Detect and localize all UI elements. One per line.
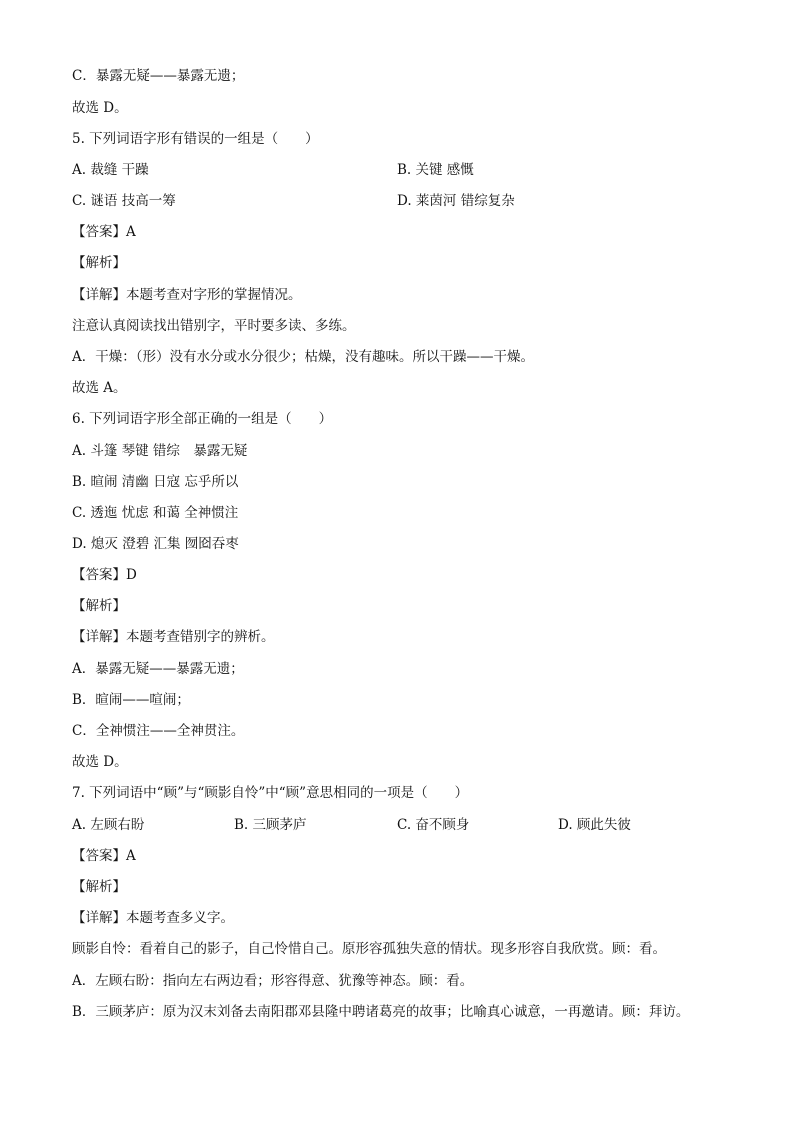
- question-5-option-c: C. 谜语 技高一筹: [72, 193, 176, 209]
- text-line: C．暴露无疑——暴露无遗；: [72, 68, 245, 84]
- answer-label: 【答案】D: [72, 567, 137, 583]
- text-line: 故选 A。: [72, 380, 127, 396]
- text-line: 故选 D。: [72, 754, 128, 770]
- text-line: 顾影自怜：看着自己的影子，自己怜惜自己。原形容孤独失意的情状。现多形容自我欣赏。顾：看。: [72, 941, 666, 957]
- text-line: A．左顾右盼：指向左右两边看；形容得意、犹豫等神态。顾：看。: [72, 973, 474, 989]
- question-7-option-a: A. 左顾右盼: [72, 817, 145, 833]
- question-7-option-b: B. 三顾茅庐: [234, 817, 307, 833]
- analysis-label: 【解析】: [72, 879, 126, 895]
- detail-label: 【详解】本题考查对字形的掌握情况。: [72, 287, 302, 303]
- text-line: B．暄闹——喧闹；: [72, 692, 190, 708]
- text-line: B．三顾茅庐：原为汉末刘备去南阳郡邓县隆中聘诸葛亮的故事；比喻真心诚意，一再邀请。顾：拜访。: [72, 1004, 690, 1020]
- question-5-stem: 5. 下列词语字形有错误的一组是（ ）: [72, 131, 319, 147]
- analysis-label: 【解析】: [72, 598, 126, 614]
- analysis-label: 【解析】: [72, 255, 126, 271]
- question-7-option-c: C. 奋不顾身: [397, 817, 470, 833]
- text-line: C．全神惯注——全神贯注。: [72, 723, 245, 739]
- question-6-option-c: C. 透迤 忧虑 和蔼 全神惯注: [72, 505, 239, 521]
- question-5-option-b: B. 关键 感慨: [397, 162, 474, 178]
- question-7-stem: 7. 下列词语中“顾”与“顾影自怜”中“顾”意思相同的一项是（ ）: [72, 785, 469, 801]
- question-5-option-d: D. 莱茵河 错综复杂: [397, 193, 515, 209]
- question-7-option-d: D. 顾此失彼: [558, 817, 631, 833]
- answer-label: 【答案】A: [72, 848, 136, 864]
- text-line: 注意认真阅读找出错别字，平时要多读、多练。: [72, 318, 356, 334]
- text-line: A．暴露无疑——暴露无遗；: [72, 661, 244, 677]
- detail-label: 【详解】本题考查错别字的辨析。: [72, 629, 275, 645]
- detail-label: 【详解】本题考查多义字。: [72, 910, 234, 926]
- answer-label: 【答案】A: [72, 224, 136, 240]
- question-6-option-a: A. 斗篷 琴键 错综 暴露无疑: [72, 443, 248, 459]
- text-line: 故选 D。: [72, 100, 128, 116]
- question-6-option-b: B. 暄闹 清幽 日寇 忘乎所以: [72, 474, 239, 490]
- text-line: A．干燥：（形）没有水分或水分很少；枯燥，没有趣味。所以干躁——干燥。: [72, 349, 534, 365]
- question-6-option-d: D. 熄灭 澄碧 汇集 囫囵吞枣: [72, 536, 239, 552]
- question-5-option-a: A. 裁缝 干躁: [72, 162, 149, 178]
- question-6-stem: 6. 下列词语字形全部正确的一组是（ ）: [72, 411, 333, 427]
